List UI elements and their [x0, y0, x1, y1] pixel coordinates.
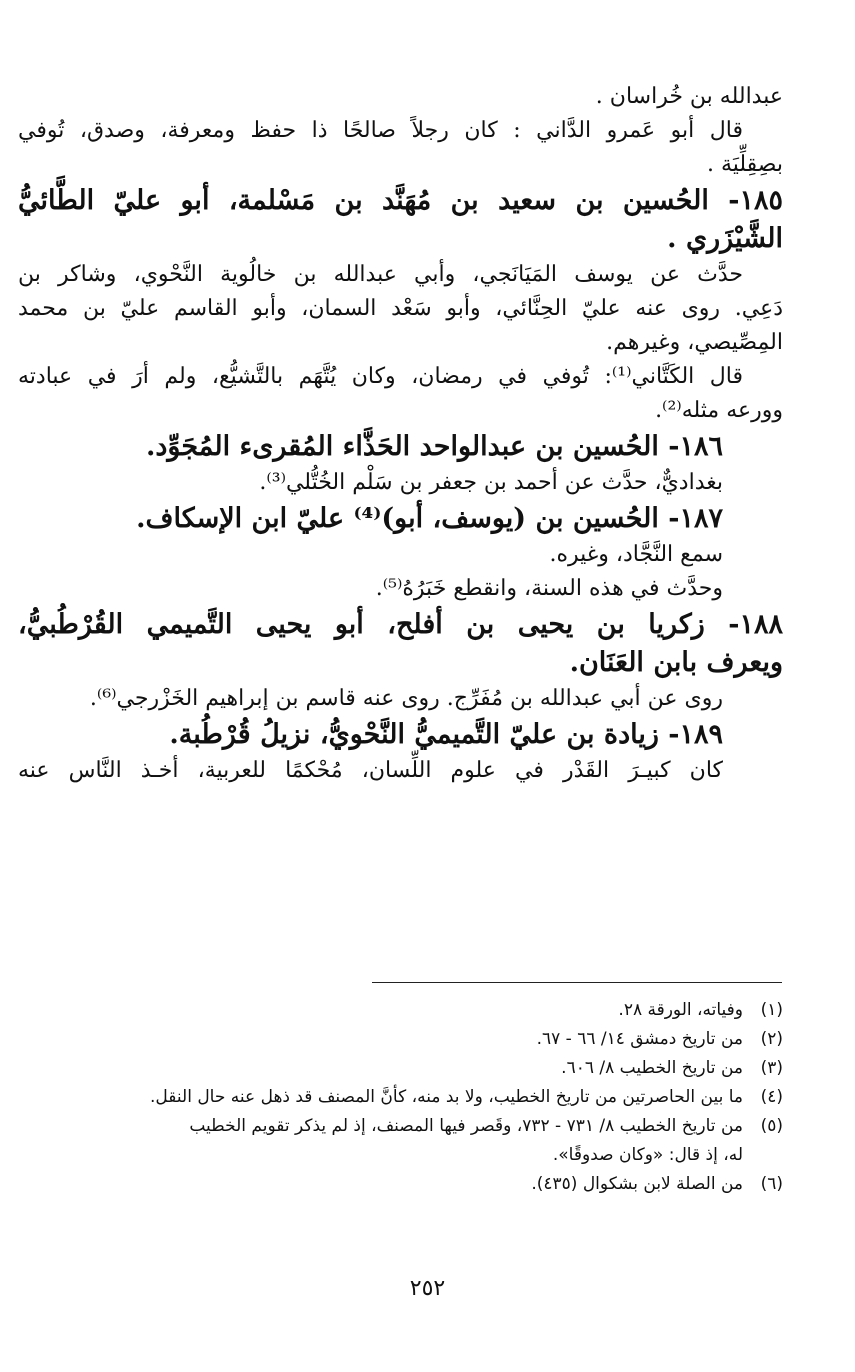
text-line: سمع النَّجَّاد، وغيره. — [549, 542, 723, 567]
footnote-number: (٥) — [760, 1116, 783, 1136]
text-line: قال أبو عَمرو الدَّاني : كان رجلاً صالحًا ذا حفظ ومعرفة، وصدق، تُوفي — [18, 118, 743, 143]
text-line: روى عن أبي عبدالله بن مُفَرِّج. روى عنه قاسم بن إبراهيم الخَزْرجي⁽⁶⁾. — [89, 686, 723, 711]
text-line: بصِقِلِّيَة . — [706, 152, 783, 177]
footnote — [18, 1054, 783, 1083]
page-number: ٢٥٢ — [409, 1276, 446, 1301]
footnote-number: (٢) — [760, 1029, 783, 1049]
main-text — [18, 80, 783, 788]
footnote — [18, 1170, 783, 1199]
footnote-text: وفياته، الورقة ٢٨. — [618, 1000, 743, 1020]
text-line: كان كبيـرَ القَدْر في علوم اللِّسان، مُحْكمًا للعربية، أخـذ النَّاس عنه — [18, 758, 723, 783]
footnote-text: من تاريخ الخطيب ٨/ ٦٠٦. — [561, 1058, 743, 1078]
entry-heading-188-cont: ويعرف بابن العَنَان. — [569, 647, 783, 678]
text-line: عبدالله بن خُراسان . — [595, 84, 783, 109]
footnotes — [18, 996, 783, 1199]
entry-heading-188: ١٨٨- زكريا بن يحيى بن أفلح، أبو يحيى التَّميمي القُرْطُبيُّ، — [18, 609, 783, 640]
footnote-text: من تاريخ دمشق ١٤/ ٦٦ - ٦٧. — [536, 1029, 743, 1049]
text-line: وورعه مثله⁽²⁾. — [655, 398, 783, 423]
text-line: المِصِّيصي، وغيرهم. — [606, 330, 783, 355]
text-line: حدَّث عن يوسف المَيَانَجي، وأبي عبدالله بن خالُوية النَّحْوي، وشاكر بن — [18, 262, 743, 287]
text-line: دَعِي. روى عنه عليّ الحِنَّائي، وأبو سَعْد السمان، وأبو القاسم عليّ بن محمد — [18, 296, 783, 321]
footnote-text: من الصلة لابن بشكوال (٤٣٥). — [531, 1174, 743, 1194]
footnote — [18, 1112, 783, 1141]
footnote-number: (٦) — [760, 1174, 783, 1194]
entry-heading-185-cont: الشَّيْزَري . — [667, 223, 783, 254]
entry-heading-186: ١٨٦- الحُسين بن عبدالواحد الحَذَّاء المُقرىء المُجَوِّد. — [146, 431, 723, 462]
footnote-number: (١) — [760, 1000, 783, 1020]
footnote — [18, 1025, 783, 1054]
entry-heading-189: ١٨٩- زيادة بن عليّ التَّميميُّ النَّحْويُّ، نزيلُ قُرْطُبة. — [169, 719, 723, 750]
footnote-continuation: له، إذ قال: «وكان صدوقًا». — [552, 1145, 743, 1165]
footnote-separator — [372, 982, 782, 983]
footnote — [18, 1083, 783, 1112]
entry-heading-187: ١٨٧- الحُسين بن (يوسف، أبو)⁽⁴⁾ عليّ ابن الإسكاف. — [136, 503, 723, 534]
text-line: قال الكَتَّاني⁽¹⁾: تُوفي في رمضان، وكان يُتَّهَم بالتَّشيُّع، ولم أرَ في عبادته — [18, 364, 743, 389]
footnote-number: (٣) — [760, 1058, 783, 1078]
text-line: بغداديٌّ، حدَّث عن أحمد بن جعفر بن سَلْم الخُتُّلي⁽³⁾. — [259, 470, 723, 495]
text-line: وحدَّث في هذه السنة، وانقطع خَبَرُهُ⁽⁵⁾. — [375, 576, 723, 601]
footnote — [18, 996, 783, 1025]
footnote-number: (٤) — [760, 1087, 783, 1107]
footnote-text: من تاريخ الخطيب ٨/ ٧٣١ - ٧٣٢، وقَصر فيها المصنف، إذ لم يذكر تقويم الخطيب — [189, 1116, 743, 1136]
footnote-text: ما بين الحاصرتين من تاريخ الخطيب، ولا بد منه، كأنَّ المصنف قد ذهل عنه حال النقل. — [150, 1087, 743, 1107]
entry-heading-185: ١٨٥- الحُسين بن سعيد بن مُهَنَّد بن مَسْلمة، أبو عليّ الطَّائيُّ — [18, 185, 783, 216]
